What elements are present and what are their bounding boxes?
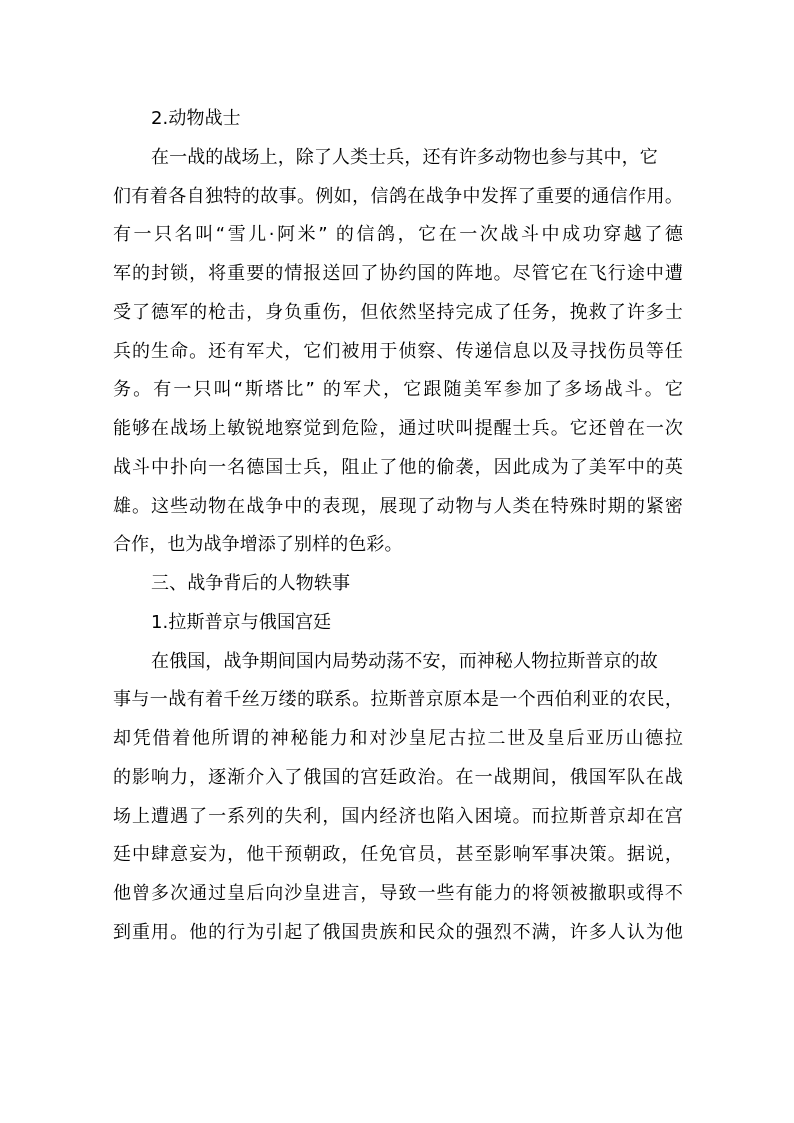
paragraph-line: 在一战的战场上，除了人类士兵，还有许多动物也参与其中，它 <box>151 146 658 168</box>
paragraph-line: 雄。这些动物在战争中的表现，展现了动物与人类在特殊时期的紧密 <box>113 495 683 517</box>
paragraph-line: 场上遭遇了一系列的失利，国内经济也陷入困境。而拉斯普京却在宫 <box>113 805 683 827</box>
paragraph-line: 能够在战场上敏锐地察觉到危险，通过吠叫提醒士兵。它还曾在一次 <box>113 418 683 439</box>
paragraph-line: 受了德军的枪击，身负重伤，但依然坚持完成了任务，挽救了许多士 <box>113 301 683 323</box>
document-body <box>113 100 683 953</box>
paragraph-line: 合作，也为战争增添了别样的色彩。 <box>113 534 403 556</box>
paragraph-line: 们有着各自独特的故事。例如，信鸽在战争中发挥了重要的通信作用。 <box>113 185 683 207</box>
paragraph-line: 在俄国，战争期间国内局势动荡不安，而神秘人物拉斯普京的故 <box>151 650 658 672</box>
subheading-rasputin: 1.拉斯普京与俄国宫廷 <box>151 611 332 633</box>
paragraph-line: 却凭借着他所谓的神秘能力和对沙皇尼古拉二世及皇后亚历山德拉 <box>113 728 683 749</box>
paragraph-line: 他曾多次通过皇后向沙皇进言，导致一些有能力的将领被撤职或得不 <box>113 883 683 904</box>
paragraph-line: 务。有一只叫“斯塔比” 的军犬，它跟随美军参加了多场战斗。它 <box>113 379 683 401</box>
section-heading-three: 三、战争背后的人物轶事 <box>151 573 351 594</box>
paragraph-line: 战斗中扑向一名德国士兵，阻止了他的偷袭，因此成为了美军中的英 <box>113 456 683 478</box>
subheading-animal-soldiers: 2.动物战士 <box>151 108 241 129</box>
paragraph-line: 到重用。他的行为引起了俄国贵族和民众的强烈不满，许多人认为他 <box>113 921 683 943</box>
paragraph-line: 事与一战有着千丝万缕的联系。拉斯普京原本是一个西伯利亚的农民， <box>113 689 683 711</box>
paragraph-line: 的影响力，逐渐介入了俄国的宫廷政治。在一战期间，俄国军队在战 <box>113 766 683 788</box>
paragraph-line: 有一只名叫“雪儿·阿米” 的信鸽，它在一次战斗中成功穿越了德 <box>113 224 683 246</box>
paragraph-line: 廷中肆意妄为，他干预朝政，任免官员，甚至影响军事决策。据说， <box>113 844 683 866</box>
paragraph-rasputin <box>113 643 683 953</box>
paragraph-line: 军的封锁，将重要的情报送回了协约国的阵地。尽管它在飞行途中遭 <box>113 263 683 284</box>
paragraph-animal-soldiers <box>113 139 683 565</box>
paragraph-line: 兵的生命。还有军犬，它们被用于侦察、传递信息以及寻找伤员等任 <box>113 340 683 362</box>
